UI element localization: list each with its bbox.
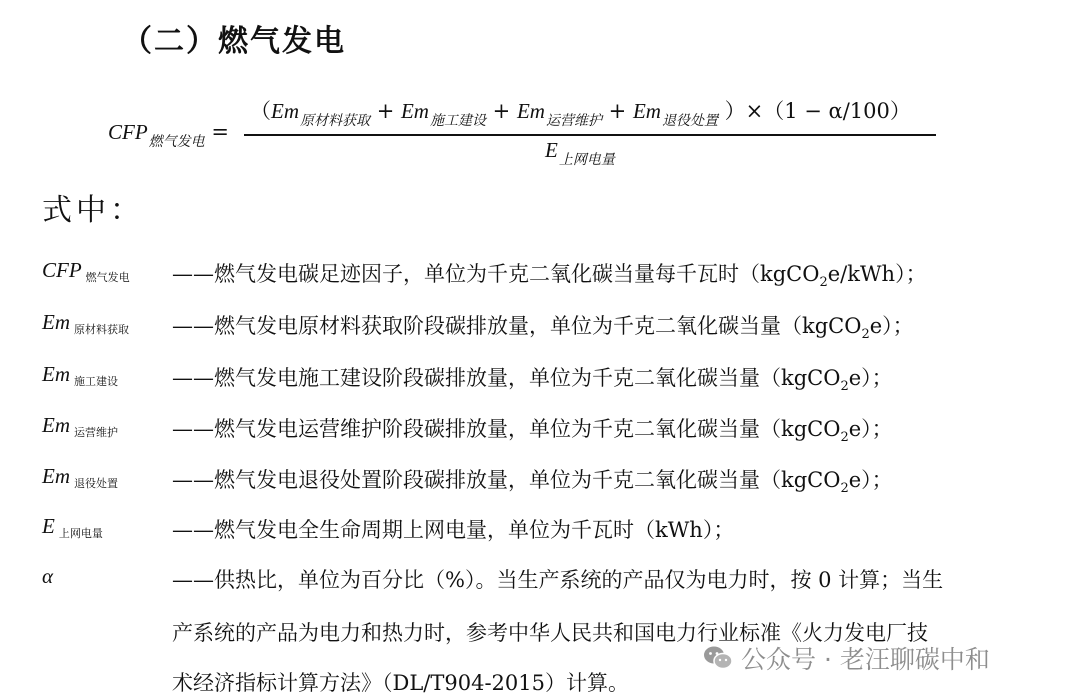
alpha-line: 术经济指标计算方法》（DL/T904-2015）计算。 [172,671,629,695]
definition-tail: e）； [848,417,893,441]
definition-tail: e）； [869,314,914,338]
definition-text [172,258,927,290]
symbol-sub: 上网电量 [58,527,103,540]
numerator-close: ）×（1 − α/100） [724,99,911,123]
definition-body: ——燃气发电施工建设阶段碳排放量，单位为千克二氧化碳当量（kgCO [172,366,841,390]
formula-lhs-main: CFP [108,120,148,144]
fraction-bar [244,134,936,136]
symbol-main: Em [42,362,70,386]
symbol-main: CFP [42,258,82,282]
definition-body: ——燃气发电全生命周期上网电量，单位为千瓦时（kWh）； [172,518,735,542]
term-sub: 原材料获取 [300,113,370,129]
symbol-main: Em [42,310,70,334]
term-main: Em [632,99,661,123]
unit-subscript: 2 [819,275,828,291]
definition-tail: e/kWh）； [827,262,927,286]
symbol-main: Em [42,413,70,437]
symbol-sub: 运营维护 [74,426,118,439]
term-sub: 运营维护 [545,113,602,129]
denominator-main: E [545,138,558,162]
definition-symbol [42,514,103,539]
alpha-line: 产系统的产品为电力和热力时，参考中华人民共和国电力行业标准《火力发电厂技 [172,621,928,645]
definition-symbol [42,413,118,438]
formula-denominator [545,138,615,168]
definition-text [172,514,734,544]
definition-body: ——燃气发电原材料获取阶段碳排放量，单位为千克二氧化碳当量（kgCO [172,314,862,338]
term-main: Em [516,99,545,123]
symbol-sub: 施工建设 [74,375,118,388]
watermark [703,640,990,676]
formula-lhs-sub: 燃气发电 [148,134,205,150]
symbol-sub: 退役处置 [74,477,118,490]
unit-subscript: 2 [840,379,849,395]
denominator-sub: 上网电量 [558,152,615,168]
term-sub: 施工建设 [429,113,486,129]
unit-subscript: 2 [861,327,870,343]
symbol-main: E [42,514,55,538]
definition-body: ——燃气发电退役处置阶段碳排放量，单位为千克二氧化碳当量（kgCO [172,468,841,492]
definition-body: ——燃气发电碳足迹因子，单位为千克二氧化碳当量每千瓦时（kgCO [172,262,820,286]
definition-text [172,362,893,394]
definition-symbol [42,362,118,387]
plus-sign: + [376,99,395,123]
formula-equals: = [211,120,229,144]
alpha-symbol: α [42,564,54,588]
definition-body: ——燃气发电运营维护阶段碳排放量，单位为千克二氧化碳当量（kgCO [172,417,841,441]
plus-sign: + [608,99,627,123]
watermark-text: 公众号 · 老汪聊碳中和 [741,645,990,674]
symbol-sub: 原材料获取 [74,323,129,336]
unit-subscript: 2 [840,481,849,497]
definition-symbol [42,258,130,283]
where-label: 式中： [42,193,144,228]
numerator-open: （ [250,99,271,123]
section-title: （二）燃气发电 [122,24,346,59]
definition-text [172,310,914,342]
formula-lhs [108,120,229,150]
alpha-line: ——供热比，单位为百分比（%）。当生产系统的产品仅为电力时，按 0 计算；当生 [172,568,944,592]
definition-symbol [42,464,118,489]
definition-symbol [42,310,129,335]
definition-tail: e）； [848,366,893,390]
term-main: Em [271,99,299,123]
definition-text [172,413,893,445]
definition-tail: e）； [848,468,893,492]
unit-subscript: 2 [840,430,849,446]
symbol-main: Em [42,464,70,488]
plus-sign: + [492,99,511,123]
formula-numerator [250,95,911,129]
term-main: Em [400,99,429,123]
wechat-icon [703,645,733,671]
symbol-sub: 燃气发电 [85,271,130,284]
term-sub: 退役处置 [661,113,718,129]
definition-text [172,464,893,496]
